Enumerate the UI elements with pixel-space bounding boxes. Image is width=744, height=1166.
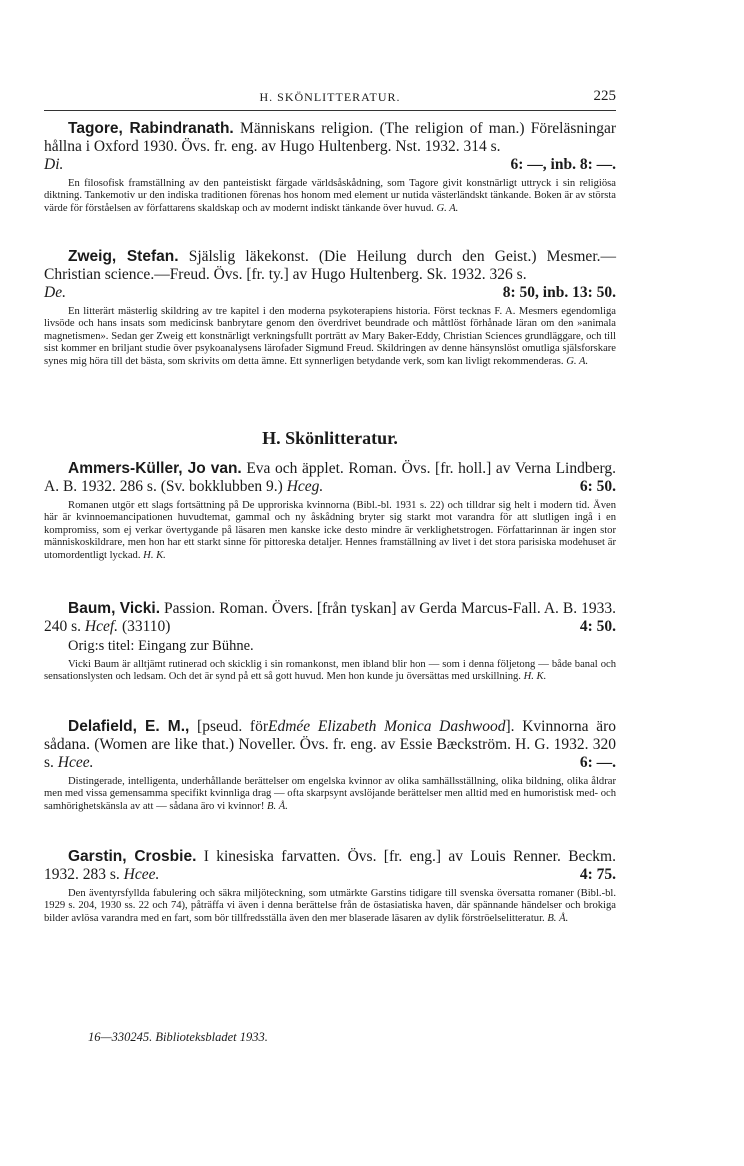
entry-pseud-prefix: [pseud. för <box>197 718 268 735</box>
entry-garstin <box>44 848 616 925</box>
entry-main <box>44 248 616 284</box>
entry-review: Vicki Baum är alltjämt rutinerad och skicklig i sin romankonst, men ibland blir hon — som i denna följetong — både banal och sensationslysten och ledsam. Och det är synd på ett så gott huvud. Men hon kunde ju översättas med urskillning. H. K. <box>44 659 616 683</box>
entry-signum: Hcee. <box>57 754 94 771</box>
page-header <box>44 88 616 111</box>
entry-signum: Hcef. <box>84 618 119 635</box>
running-title: H. SKÖNLITTERATUR. <box>259 90 401 104</box>
entry-text: Passion. Roman. Övers. [från tyskan] av Gerda Marcus-Fall. A. B. 1933. 240 s. <box>44 600 616 635</box>
page-footer: 16—330245. Biblioteksbladet 1933. <box>88 1030 268 1044</box>
entry-review: Distingerade, intelligenta, underhållande berättelser om engelska kvinnor av olika samhällsställning, olika bildning, olika åldrar men med vissa gemensamma specifikt kvinnliga drag — ofta skarpsynt avslöjande berättelser men alltid med en humoristisk med- och samhörighetskänsla av att — sådana äro vi kvinnor! B. Å. <box>44 776 616 812</box>
entry-main <box>44 718 616 772</box>
entry-pseud-suffix: ]. <box>505 718 515 735</box>
entry-price: 8: 50, inb. 13: 50. <box>502 284 616 301</box>
entry-signum: Hceg. <box>286 478 324 495</box>
entry-reviewer: H. K. <box>523 671 547 683</box>
entry-author: Delafield, E. M., <box>68 718 190 735</box>
entry-price: 4: 75. <box>579 866 616 883</box>
entry-pseud-name: Edmée Elizabeth Monica Dashwood <box>268 718 506 735</box>
entry-signum: Hcee. <box>123 866 160 883</box>
entry-text: Kvinnorna äro sådana. (Women are like that.) Noveller. Övs. fr. eng. av Essie Bæckström. H. G. 1932. 320 s. <box>44 718 616 771</box>
section-heading: H. Skönlitteratur. <box>262 428 398 448</box>
entry-tagore <box>44 120 616 215</box>
entry-price: 4: 50. <box>579 618 616 635</box>
entry-author: Baum, Vicki. <box>68 600 161 617</box>
entry-original-title: Orig:s titel: Eingang zur Bühne. <box>68 638 254 654</box>
entry-review: En filosofisk framställning av den panteistiskt färgade världsåskådning, som Tagore givit konstnärligt uttryck i sin religiösa diktning. Tankemotiv ur den indiska traditionen förenas hos honom med element ur nutida västerländskt tänkande. Boken är av största värde för förståelsen av författarens skaldskap och av modernt indiskt tänkande över huvud. G. A. <box>44 178 616 214</box>
entry-text: Själslig läkekonst. (Die Heilung durch den Geist.) Mesmer.—Christian science.—Freud. Övs. [fr. ty.] av Hugo Hultenberg. Sk. 1932. 326 s. <box>44 248 616 283</box>
entry-reviewer: G. A. <box>566 355 589 367</box>
entry-reviewer: B. Å. <box>547 912 569 924</box>
entry-author: Garstin, Crosbie. <box>68 848 197 865</box>
entry-reviewer: H. K. <box>143 549 166 561</box>
entry-zweig <box>44 248 616 368</box>
entry-author: Ammers-Küller, Jo van. <box>68 460 242 477</box>
entry-price: 6: 50. <box>579 478 616 495</box>
entry-main <box>44 848 616 884</box>
entry-baum <box>44 600 616 684</box>
entry-delafield <box>44 718 616 813</box>
entry-text: Människans religion. (The religion of man.) Föreläsningar hållna i Oxford 1930. Övs. fr. eng. av Hugo Hultenberg. Nst. 1932. 314 s. <box>44 120 617 155</box>
entry-ammers-kuller <box>44 460 616 562</box>
page-number: 225 <box>593 88 616 104</box>
entry-review: Den äventyrsfyllda fabulering och säkra miljöteckning, som utmärkte Garstins tidigare till svenska översatta romaner (Bibl.-bl. 1929 s. 204, 1930 ss. 22 och 74), påträffa vi även i denna berättelse från de östasiatiska haven, där spännande händelser och brokiga bilder avlösa varandra med en fart, som bör tillfredsställa även den mer blaserade läsaren av dylik förströelselitteratur. B. Å. <box>44 888 616 924</box>
entry-review: En litterärt mästerlig skildring av tre kapitel i den moderna psykoterapiens historia. Först tecknas F. A. Mesmers egendomliga livsöde och hans insats som medicinsk banbrytare genom den överdrivet beundrade och måttlöst förhånade läran om den »animala magnetismen». Sedan ger Zweig ett konstnärligt verkningsfullt porträtt av Mary Baker-Eddy, Christian Sciences grundläggare, och till sist kommer en briljant studie över psykoanalysens lärofader Sigmund Freud. Skildringen av denne hänsynslöst omutliga själsforskare synes mig höra till det bästa, som skrivits om detta ämne. Ett synnerligen betydande verk, som kan livligt rekommenderas. G. A. <box>44 306 616 367</box>
entry-price: 6: —, inb. 8: —. <box>510 156 616 173</box>
entry-review: Romanen utgör ett slags fortsättning på De upproriska kvinnorna (Bibl.-bl. 1931 s. 22) och tilldrar sig helt i modern tid. Även här är kvinnoemancipationen huvudtemat, gammal och ny åskådning bryter sig starkt mot varandra för att slutligen ingå i en kompromiss, som ej verkar övertygande på läsaren men kanske icke desto mindre är verklighetstrogen. Författarinnan är ingen stor människoskildrare, men hon har ett starkt sinne för pittoreska detaljer. Hennes framställning av livet i det stora parisiska modehuset är utomordentligt lyckad. H. K. <box>44 500 616 561</box>
entry-text: I kinesiska farvatten. Övs. [fr. eng.] av Louis Renner. Beckm. 1932. 283 s. <box>44 848 616 883</box>
entry-signum: Di. <box>44 156 64 173</box>
entry-reviewer: B. Å. <box>267 800 288 812</box>
entry-main <box>44 460 616 496</box>
entry-signum: De. <box>44 284 66 301</box>
entry-extra: (33110) <box>121 618 171 635</box>
entry-author: Tagore, Rabindranath. <box>68 120 234 137</box>
entry-price: 6: —. <box>579 754 616 771</box>
entry-text: Eva och äpplet. Roman. Övs. [fr. holl.] av Verna Lindberg. A. B. 1932. 286 s. (Sv. bokklubben 9.) <box>44 460 616 495</box>
entry-author: Zweig, Stefan. <box>68 248 179 265</box>
entry-main <box>44 120 616 156</box>
entry-reviewer: G. A. <box>436 202 459 214</box>
entry-main <box>44 600 616 636</box>
